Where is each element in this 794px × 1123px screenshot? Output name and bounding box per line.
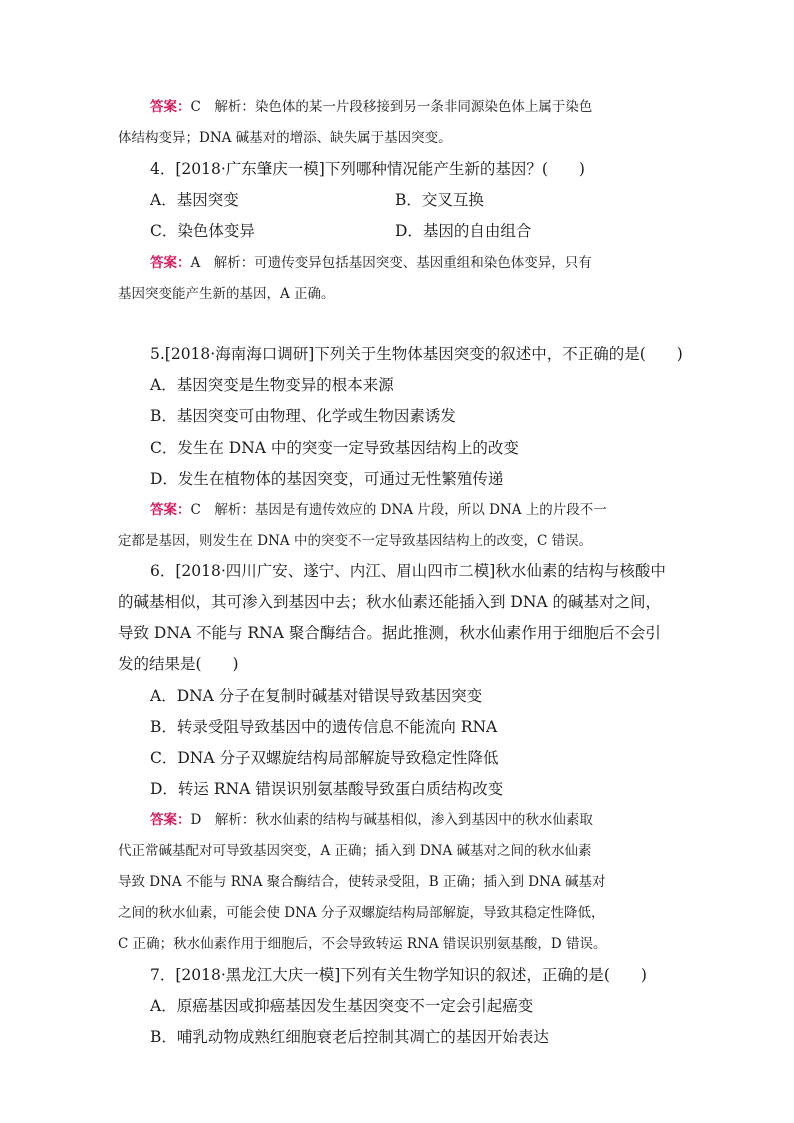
answer-label: 答案： [150, 99, 191, 115]
question-5-option-a: A．基因突变是生物变异的根本来源 [150, 376, 394, 394]
question-6-option-a: A．DNA 分子在复制时碱基对错误导致基因突变 [150, 687, 483, 705]
question-6-option-b: B．转录受阻导致基因中的遗传信息不能流向 RNA [150, 718, 498, 736]
question-5-option-c: C．发生在 DNA 中的突变一定导致基因结构上的改变 [150, 439, 519, 457]
answer-6-line-5: C 正确；秋水仙素作用于细胞后，不会导致转运 RNA 错误识别氨基酸，D 错误。 [118, 936, 607, 952]
question-6-stem-line-2: 的碱基相似，其可渗入到基因中去；秋水仙素还能插入到 DNA 的碱基对之间， [118, 593, 662, 611]
answer-6-line-4: 之间的秋水仙素，可能会使 DNA 分子双螺旋结构局部解旋，导致其稳定性降低， [118, 905, 605, 921]
answer-5-line-1: 答案：C 解析：基因是有遗传效应的 DNA 片段，所以 DNA 上的片段不一 [150, 502, 607, 518]
question-7-option-b: B．哺乳动物成熟红细胞衰老后控制其凋亡的基因开始表达 [150, 1028, 549, 1046]
question-4-option-c: C．染色体变异 [150, 222, 255, 240]
answer-3-line-2: 体结构变异；DNA 碱基对的增添、缺失属于基因突变。 [118, 130, 452, 146]
question-6-option-d: D．转运 RNA 错误识别氨基酸导致蛋白质结构改变 [150, 780, 504, 798]
answer-label: 答案： [150, 812, 191, 828]
question-5-option-d: D．发生在植物体的基因突变，可通过无性繁殖传递 [150, 470, 504, 488]
question-4-stem: 4．[2018·广东肇庆一模]下列哪种情况能产生新的基因？( ) [150, 160, 585, 178]
answer-label: 答案： [150, 502, 191, 518]
answer-6-line-2: 代正常碱基配对可导致基因突变，A 正确；插入到 DNA 碱基对之间的秋水仙素 [118, 843, 592, 859]
question-6-option-c: C．DNA 分子双螺旋结构局部解旋导致稳定性降低 [150, 749, 499, 767]
answer-4-line-2: 基因突变能产生新的基因，A 正确。 [118, 286, 335, 302]
question-7-option-a: A．原癌基因或抑癌基因发生基因突变不一定会引起癌变 [150, 997, 534, 1015]
question-6-stem-line-4: 发的结果是( ) [118, 655, 239, 673]
question-4-option-b: B．交叉互换 [395, 191, 484, 209]
question-7-stem: 7．[2018·黑龙江大庆一模]下列有关生物学知识的叙述，正确的是( ) [150, 966, 647, 984]
question-5-option-b: B．基因突变可由物理、化学或生物因素诱发 [150, 407, 456, 425]
question-5-stem: 5.[2018·海南海口调研]下列关于生物体基因突变的叙述中，不正确的是( ) [150, 345, 683, 363]
question-4-option-a: A．基因突变 [150, 191, 239, 209]
answer-6-line-1: 答案：D 解析：秋水仙素的结构与碱基相似，渗入到基因中的秋水仙素取 [150, 812, 593, 828]
question-4-option-d: D．基因的自由组合 [395, 222, 532, 240]
answer-6-line-3: 导致 DNA 不能与 RNA 聚合酶结合，使转录受阻，B 正确；插入到 DNA 碱基对 [118, 874, 606, 890]
answer-label: 答案： [150, 255, 191, 271]
answer-4-line-1: 答案：A 解析：可遗传变异包括基因突变、基因重组和染色体变异，只有 [150, 255, 592, 271]
answer-3-line-1: 答案：C 解析：染色体的某一片段移接到另一条非同源染色体上属于染色 [150, 99, 593, 115]
question-6-stem-line-1: 6．[2018·四川广安、遂宁、内江、眉山四市二模]秋水仙素的结构与核酸中 [150, 562, 666, 580]
answer-5-line-2: 定都是基因，则发生在 DNA 中的突变不一定导致基因结构上的改变，C 错误。 [118, 533, 593, 549]
question-6-stem-line-3: 导致 DNA 不能与 RNA 聚合酶结合。据此推测，秋水仙素作用于细胞后不会引 [118, 624, 661, 642]
